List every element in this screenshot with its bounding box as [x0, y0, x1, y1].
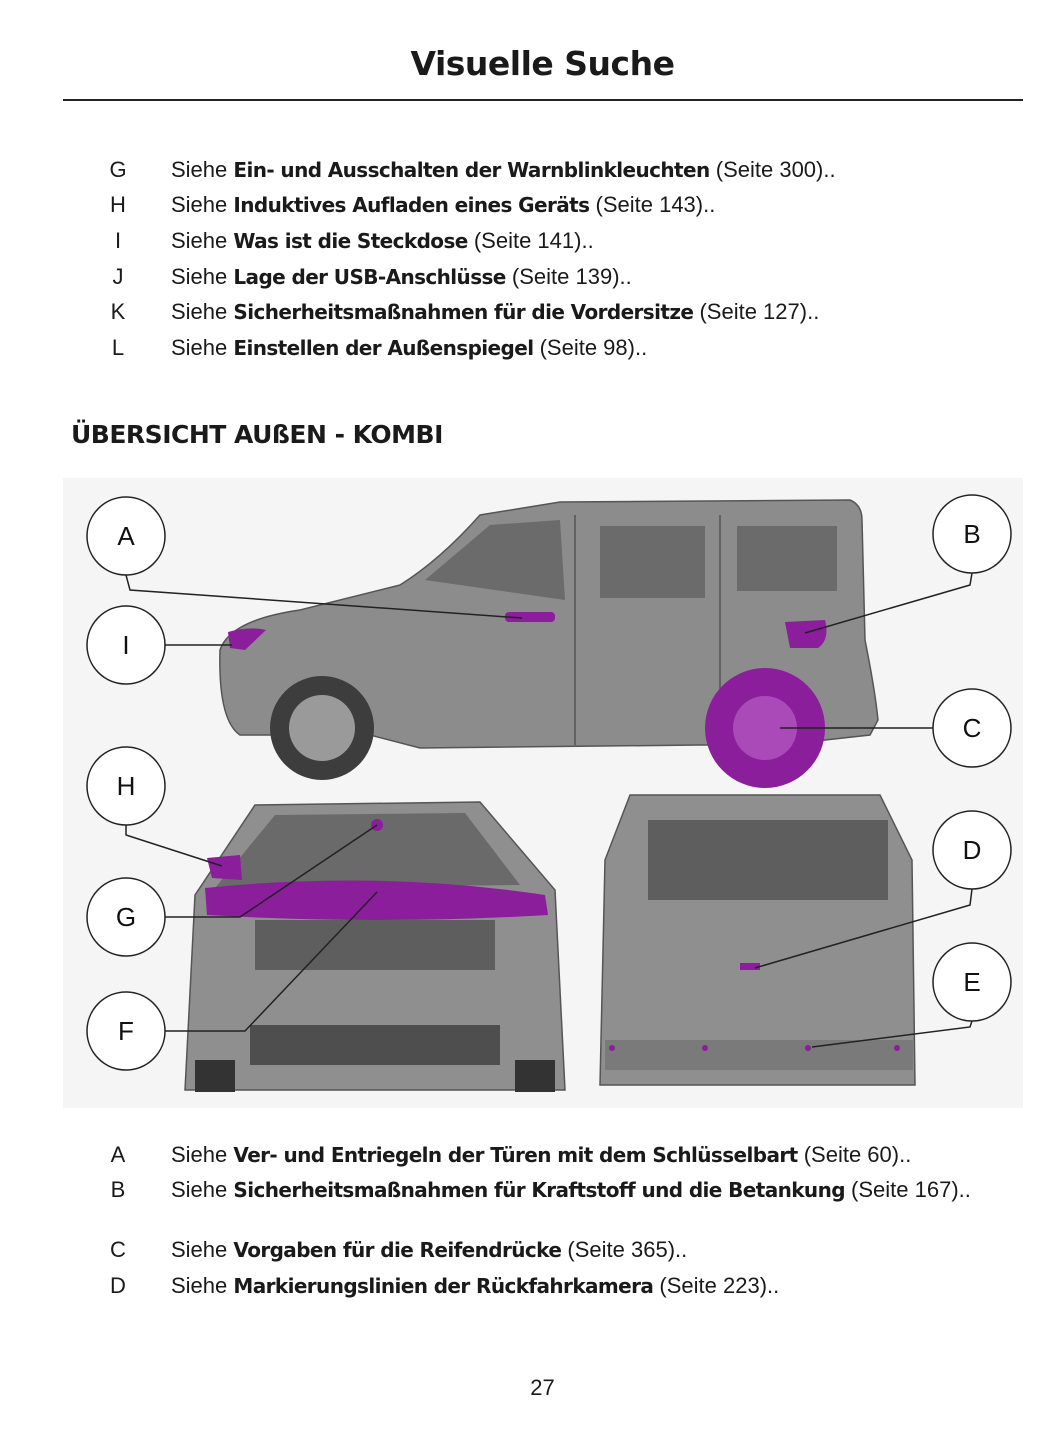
vehicle-exterior-figure	[63, 478, 1023, 1108]
item-link[interactable]: Sicherheitsmaßnahmen für die Vordersitze	[233, 300, 694, 324]
item-key: G	[109, 157, 127, 182]
fuel-flap-highlight	[785, 620, 826, 648]
item-key: I	[114, 228, 122, 253]
item-link[interactable]: Markierungslinien der Rückfahrkamera	[233, 1274, 654, 1298]
item-link[interactable]: Induktives Aufladen eines Geräts	[233, 193, 590, 217]
item-link[interactable]: Vorgaben für die Reifendrücke	[233, 1238, 562, 1262]
rear-view-vehicle	[600, 795, 915, 1085]
item-link[interactable]: Ver- und Entriegeln der Türen mit dem Schlüsselbart	[233, 1143, 798, 1167]
item-page: (Seite 141)..	[473, 228, 594, 253]
item-prefix: Siehe	[171, 157, 228, 182]
item-prefix: Siehe	[171, 192, 228, 217]
item-prefix: Siehe	[171, 1177, 228, 1202]
callout-label-i: I	[122, 630, 130, 660]
callout-label-d: D	[962, 835, 982, 865]
item-prefix: Siehe	[171, 264, 228, 289]
callout-label-c: C	[962, 713, 982, 743]
item-page: (Seite 300)..	[715, 157, 836, 182]
item-page: (Seite 223)..	[659, 1273, 780, 1298]
item-key: K	[110, 299, 126, 324]
item-key: D	[110, 1273, 126, 1298]
section-heading: ÜBERSICHT AUßEN - KOMBI	[71, 420, 443, 449]
item-link[interactable]: Lage der USB-Anschlüsse	[233, 265, 506, 289]
item-prefix: Siehe	[171, 335, 228, 360]
callout-label-a: A	[117, 521, 135, 551]
item-key: C	[110, 1237, 126, 1262]
header-divider	[63, 99, 1023, 101]
item-prefix: Siehe	[171, 299, 228, 324]
item-page: (Seite 143)..	[595, 192, 716, 217]
callout-label-b: B	[963, 519, 981, 549]
callout-label-g: G	[115, 902, 137, 932]
item-page: (Seite 365)..	[567, 1237, 688, 1262]
item-prefix: Siehe	[171, 1273, 228, 1298]
callout-label-e: E	[963, 967, 981, 997]
item-link[interactable]: Was ist die Steckdose	[233, 229, 468, 253]
item-page: (Seite 98)..	[539, 335, 648, 360]
item-link[interactable]: Sicherheitsmaßnahmen für Kraftstoff und die Betankung	[233, 1178, 845, 1202]
front-view-vehicle	[185, 802, 565, 1092]
callout-label-h: H	[116, 771, 136, 801]
item-link[interactable]: Ein- und Ausschalten der Warnblinkleuchten	[233, 158, 710, 182]
item-page: (Seite 60)..	[803, 1142, 912, 1167]
item-page: (Seite 127)..	[699, 299, 820, 324]
item-prefix: Siehe	[171, 228, 228, 253]
item-prefix: Siehe	[171, 1237, 228, 1262]
item-key: A	[110, 1142, 126, 1167]
item-page: (Seite 139)..	[511, 264, 632, 289]
mirror-highlight	[207, 855, 242, 880]
item-key: B	[110, 1177, 126, 1202]
item-key: L	[111, 335, 125, 360]
callout-label-f: F	[118, 1016, 134, 1046]
item-page: (Seite 167)..	[851, 1177, 971, 1202]
page-title: Visuelle Suche	[410, 44, 675, 83]
page-number: 27	[530, 1375, 555, 1400]
item-prefix: Siehe	[171, 1142, 228, 1167]
item-key: H	[110, 192, 126, 217]
item-key: J	[112, 264, 124, 289]
item-link[interactable]: Einstellen der Außenspiegel	[233, 336, 534, 360]
